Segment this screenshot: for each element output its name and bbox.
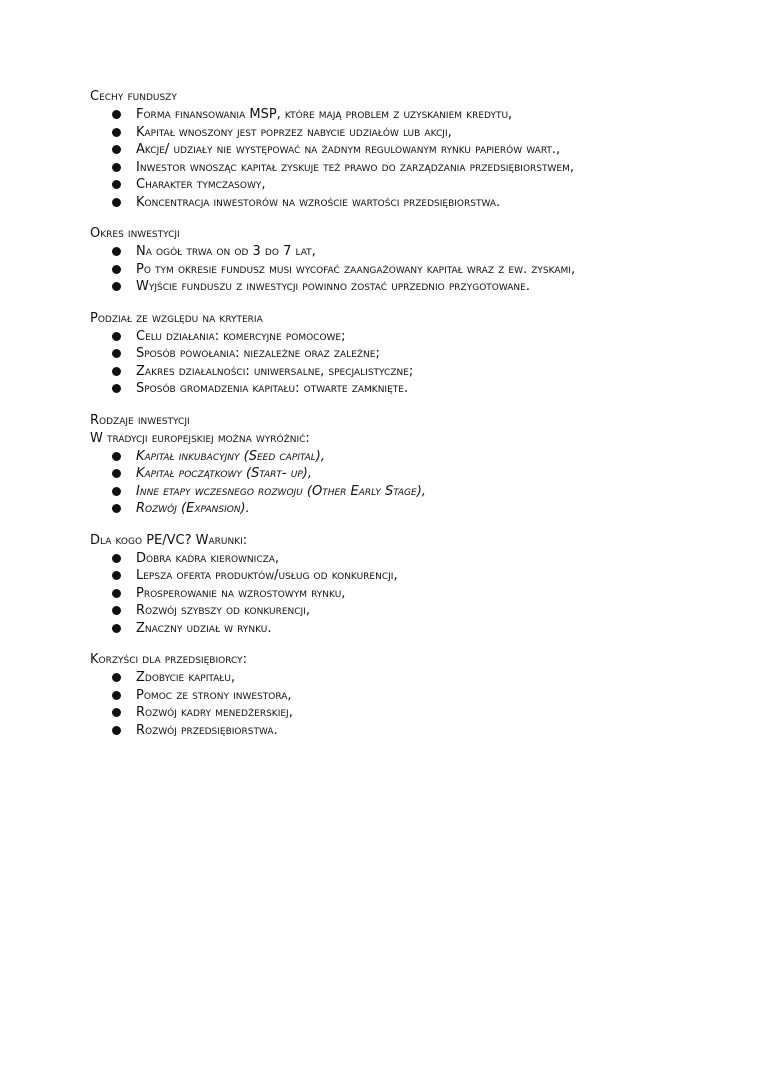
list-item <box>90 194 690 212</box>
list-item <box>90 278 690 296</box>
list-item <box>90 620 690 638</box>
section-heading: Podział ze względu na kryteria <box>90 310 263 326</box>
bullet-icon <box>112 469 121 478</box>
list-item <box>90 602 690 620</box>
list-item <box>90 363 690 381</box>
bullet-icon <box>112 708 121 717</box>
list-item-text: Dobra kadra kierownicza, <box>136 550 280 566</box>
list-item <box>90 687 690 705</box>
bullet-icon <box>112 691 121 700</box>
list-item-text: Rozwój przedsiębiorstwa. <box>136 722 278 738</box>
section-korzysci <box>90 651 690 739</box>
bullet-list <box>90 669 690 739</box>
list-item <box>90 704 690 722</box>
list-item-text: Po tym okresie fundusz musi wycofać zaangażowany kapitał wraz z ew. zyskami, <box>136 261 576 277</box>
list-item-text: Sposób gromadzenia kapitału: otwarte zamknięte. <box>136 381 409 396</box>
list-item-text: Inwestor wnosząc kapitał zyskuje też prawo do zarządzania przedsiębiorstwem, <box>136 159 574 175</box>
list-item-text: Rozwój (Expansion). <box>136 501 250 516</box>
document-page <box>90 88 690 753</box>
section-heading: Cechy funduszy <box>90 89 177 104</box>
bullet-icon <box>112 110 121 119</box>
section-heading: Rodzaje inwestycji <box>90 412 190 428</box>
list-item-text: Celu działania: komercyjne pomocowe; <box>136 328 346 344</box>
section-cechy-funduszy <box>90 88 690 211</box>
list-item <box>90 261 690 279</box>
list-item-text: Zakres działalności: uniwersalne, specjalistyczne; <box>136 363 414 379</box>
list-item <box>90 328 690 346</box>
list-item-text: Lepsza oferta produktów/usług od konkurencji, <box>136 568 398 583</box>
list-item-text: Rozwój kadry menedżerskiej, <box>136 705 293 720</box>
bullet-icon <box>112 163 121 172</box>
bullet-list <box>90 106 690 211</box>
list-item <box>90 550 690 568</box>
list-item-text: Znaczny udział w rynku. <box>136 620 272 636</box>
list-item <box>90 483 690 501</box>
section-heading: Okres inwestycji <box>90 226 180 241</box>
section-heading: Korzyści dla przedsiębiorcy: <box>90 652 247 667</box>
bullet-icon <box>112 726 121 735</box>
section-rodzaje-inwestycji <box>90 412 690 518</box>
list-item <box>90 567 690 585</box>
bullet-icon <box>112 606 121 615</box>
list-item-text: Wyjście funduszu z inwestycji powinno zostać uprzednio przygotowane. <box>136 279 530 294</box>
list-item <box>90 722 690 740</box>
list-item <box>90 176 690 194</box>
list-item-text: Inne etapy wczesnego rozwoju (Other Early Stage), <box>136 483 426 499</box>
bullet-list <box>90 243 690 296</box>
section-okres-inwestycji <box>90 225 690 296</box>
bullet-icon <box>112 180 121 189</box>
list-item-text: Na ogół trwa on od 3 do 7 lat, <box>136 244 316 259</box>
bullet-icon <box>112 624 121 633</box>
section-intro: W tradycji europejskiej można wyróżnić: <box>90 430 310 446</box>
list-item-text: Kapitał początkowy (Start- up), <box>136 466 312 481</box>
bullet-icon <box>112 282 121 291</box>
bullet-icon <box>112 571 121 580</box>
bullet-list <box>90 550 690 638</box>
bullet-icon <box>112 673 121 682</box>
list-item-text: Sposób powołania: niezależne oraz zależne; <box>136 346 380 361</box>
list-item-text: Charakter tymczasowy, <box>136 177 266 192</box>
list-item <box>90 448 690 466</box>
list-item <box>90 345 690 363</box>
list-item <box>90 585 690 603</box>
bullet-icon <box>112 504 121 513</box>
list-item-text: Forma finansowania MSP, które mają problem z uzyskaniem kredytu, <box>136 107 513 122</box>
bullet-icon <box>112 554 121 563</box>
bullet-icon <box>112 198 121 207</box>
list-item <box>90 380 690 398</box>
section-dla-kogo <box>90 532 690 638</box>
list-item <box>90 669 690 687</box>
section-podzial-kryteria <box>90 310 690 398</box>
list-item <box>90 500 690 518</box>
bullet-icon <box>112 384 121 393</box>
list-item-text: Kapitał inkubacyjny (Seed capital), <box>136 448 325 464</box>
bullet-icon <box>112 349 121 358</box>
bullet-icon <box>112 367 121 376</box>
list-item <box>90 465 690 483</box>
list-item-text: Koncentracja inwestorów na wzroście wartości przedsiębiorstwa. <box>136 194 501 210</box>
list-item <box>90 124 690 142</box>
bullet-icon <box>112 452 121 461</box>
bullet-icon <box>112 332 121 341</box>
list-item <box>90 106 690 124</box>
list-item <box>90 243 690 261</box>
list-item-text: Kapitał wnoszony jest poprzez nabycie udziałów lub akcji, <box>136 124 452 140</box>
bullet-list <box>90 328 690 398</box>
bullet-icon <box>112 589 121 598</box>
list-item-text: Pomoc ze strony inwestora, <box>136 687 292 703</box>
bullet-icon <box>112 265 121 274</box>
list-item <box>90 159 690 177</box>
list-item-text: Zdobycie kapitału, <box>136 670 236 685</box>
list-item-text: Akcje/ udziały nie występować na żadnym regulowanym rynku papierów wart., <box>136 142 561 157</box>
bullet-list <box>90 448 690 518</box>
list-item-text: Rozwój szybszy od konkurencji, <box>136 603 310 618</box>
bullet-icon <box>112 487 121 496</box>
bullet-icon <box>112 247 121 256</box>
section-heading: Dla kogo PE/VC? Warunki: <box>90 532 248 548</box>
bullet-icon <box>112 145 121 154</box>
bullet-icon <box>112 128 121 137</box>
list-item-text: Prosperowanie na wzrostowym rynku, <box>136 585 346 601</box>
list-item <box>90 141 690 159</box>
